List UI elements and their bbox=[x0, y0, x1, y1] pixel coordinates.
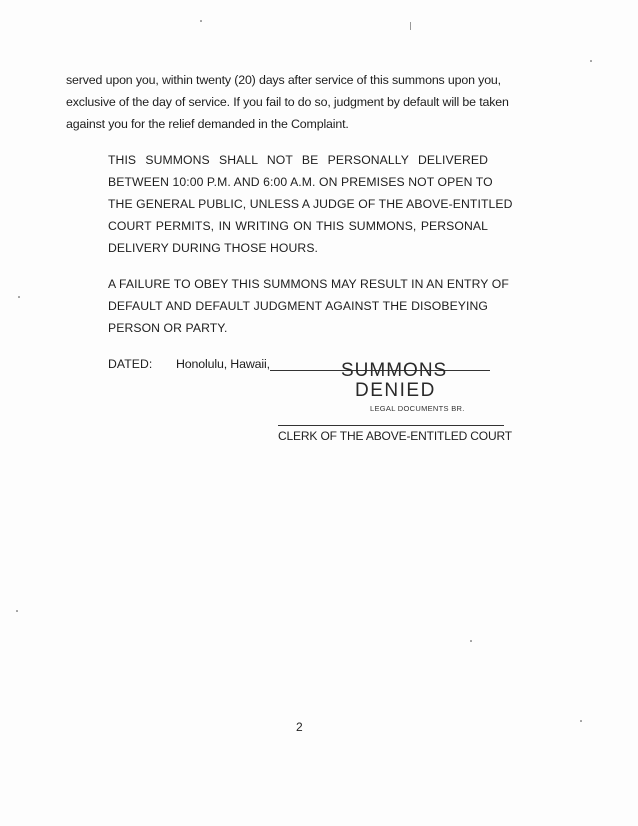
scan-speck bbox=[200, 20, 202, 22]
clerk-caption: CLERK OF THE ABOVE-ENTITLED COURT bbox=[278, 429, 512, 443]
intro-line-1: served upon you, within twenty (20) days after service of this summons upon you, bbox=[66, 73, 501, 87]
default-notice-line-1: A FAILURE TO OBEY THIS SUMMONS MAY RESULT IN AN ENTRY OF bbox=[108, 277, 509, 291]
intro-line-3: against you for the relief demanded in the Complaint. bbox=[66, 117, 349, 131]
scan-speck bbox=[16, 610, 18, 612]
stamp-summons: SUMMONS bbox=[341, 360, 448, 381]
clerk-signature-line bbox=[278, 425, 504, 426]
stamp-denied: DENIED bbox=[355, 380, 436, 401]
scan-speck bbox=[580, 720, 582, 722]
dated-location: Honolulu, Hawaii, bbox=[176, 357, 270, 371]
page-number: 2 bbox=[296, 720, 303, 734]
delivery-notice-line-4: COURT PERMITS, IN WRITING ON THIS SUMMONS, PERSONAL bbox=[108, 219, 488, 233]
default-notice-line-2: DEFAULT AND DEFAULT JUDGMENT AGAINST THE DISOBEYING bbox=[108, 299, 488, 313]
scan-speck bbox=[470, 640, 472, 642]
delivery-notice-line-1: THIS SUMMONS SHALL NOT BE PERSONALLY DELIVERED bbox=[108, 153, 488, 167]
dated-label: DATED: bbox=[108, 357, 153, 371]
scan-speck bbox=[590, 60, 592, 62]
delivery-notice-line-3: THE GENERAL PUBLIC, UNLESS A JUDGE OF THE ABOVE-ENTITLED bbox=[108, 197, 513, 211]
default-notice-line-3: PERSON OR PARTY. bbox=[108, 321, 228, 335]
scan-speck bbox=[18, 296, 20, 298]
delivery-notice-line-2: BETWEEN 10:00 P.M. AND 6:00 A.M. ON PREMISES NOT OPEN TO bbox=[108, 175, 493, 189]
stamp-legal-documents: LEGAL DOCUMENTS BR. bbox=[370, 404, 465, 413]
delivery-notice-line-5: DELIVERY DURING THOSE HOURS. bbox=[108, 241, 319, 255]
scan-speck bbox=[410, 22, 411, 30]
intro-line-2: exclusive of the day of service. If you fail to do so, judgment by default will be taken bbox=[66, 95, 509, 109]
